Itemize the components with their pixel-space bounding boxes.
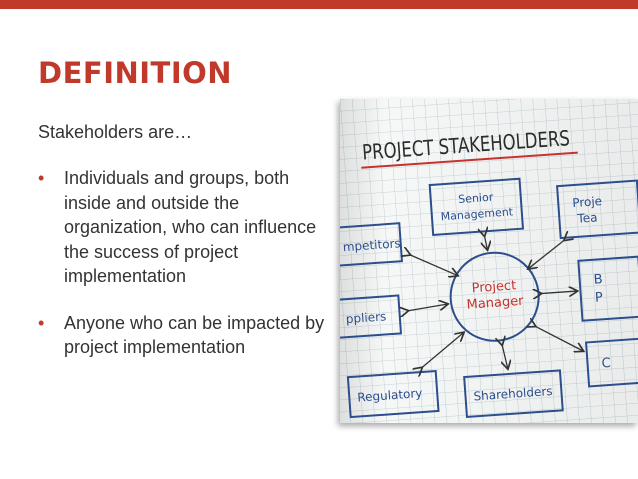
bullet-item bbox=[38, 166, 338, 289]
photo-heading: PROJECT STAKEHOLDERS bbox=[361, 122, 628, 165]
bullet-list bbox=[38, 166, 338, 382]
senior-label-2: Management bbox=[440, 205, 514, 224]
bullet-text: Anyone who can be impacted by project implementation bbox=[64, 312, 325, 357]
team-label-2: Tea bbox=[576, 210, 598, 226]
stakeholders-photo bbox=[340, 99, 638, 423]
stakeholders-diagram bbox=[340, 99, 638, 423]
right-mid-label-1: B bbox=[593, 272, 604, 288]
competitors-label: mpetitors bbox=[342, 236, 402, 255]
team-label-1: Proje bbox=[571, 194, 603, 211]
center-label-line2: Manager bbox=[466, 293, 525, 313]
bullet-text: Individuals and groups, both inside and outside the organization, who can influence the success of project implementation bbox=[64, 168, 317, 286]
regulatory-label: Regulatory bbox=[356, 386, 423, 405]
bullet-item bbox=[38, 311, 338, 360]
slide-title: DEFINITION bbox=[38, 56, 233, 90]
suppliers-label: ppliers bbox=[345, 309, 387, 327]
bullet-dot-icon: • bbox=[38, 168, 45, 188]
right-mid-label-2: P bbox=[594, 290, 604, 306]
right-low-label: C bbox=[601, 355, 612, 372]
center-label-line1: Project bbox=[471, 278, 517, 297]
top-accent-bar bbox=[0, 0, 638, 9]
senior-label-1: Senior bbox=[457, 190, 494, 207]
intro-text: Stakeholders are… bbox=[38, 122, 193, 142]
bullet-dot-icon: • bbox=[38, 312, 45, 333]
shareholders-label: Shareholders bbox=[473, 383, 553, 404]
